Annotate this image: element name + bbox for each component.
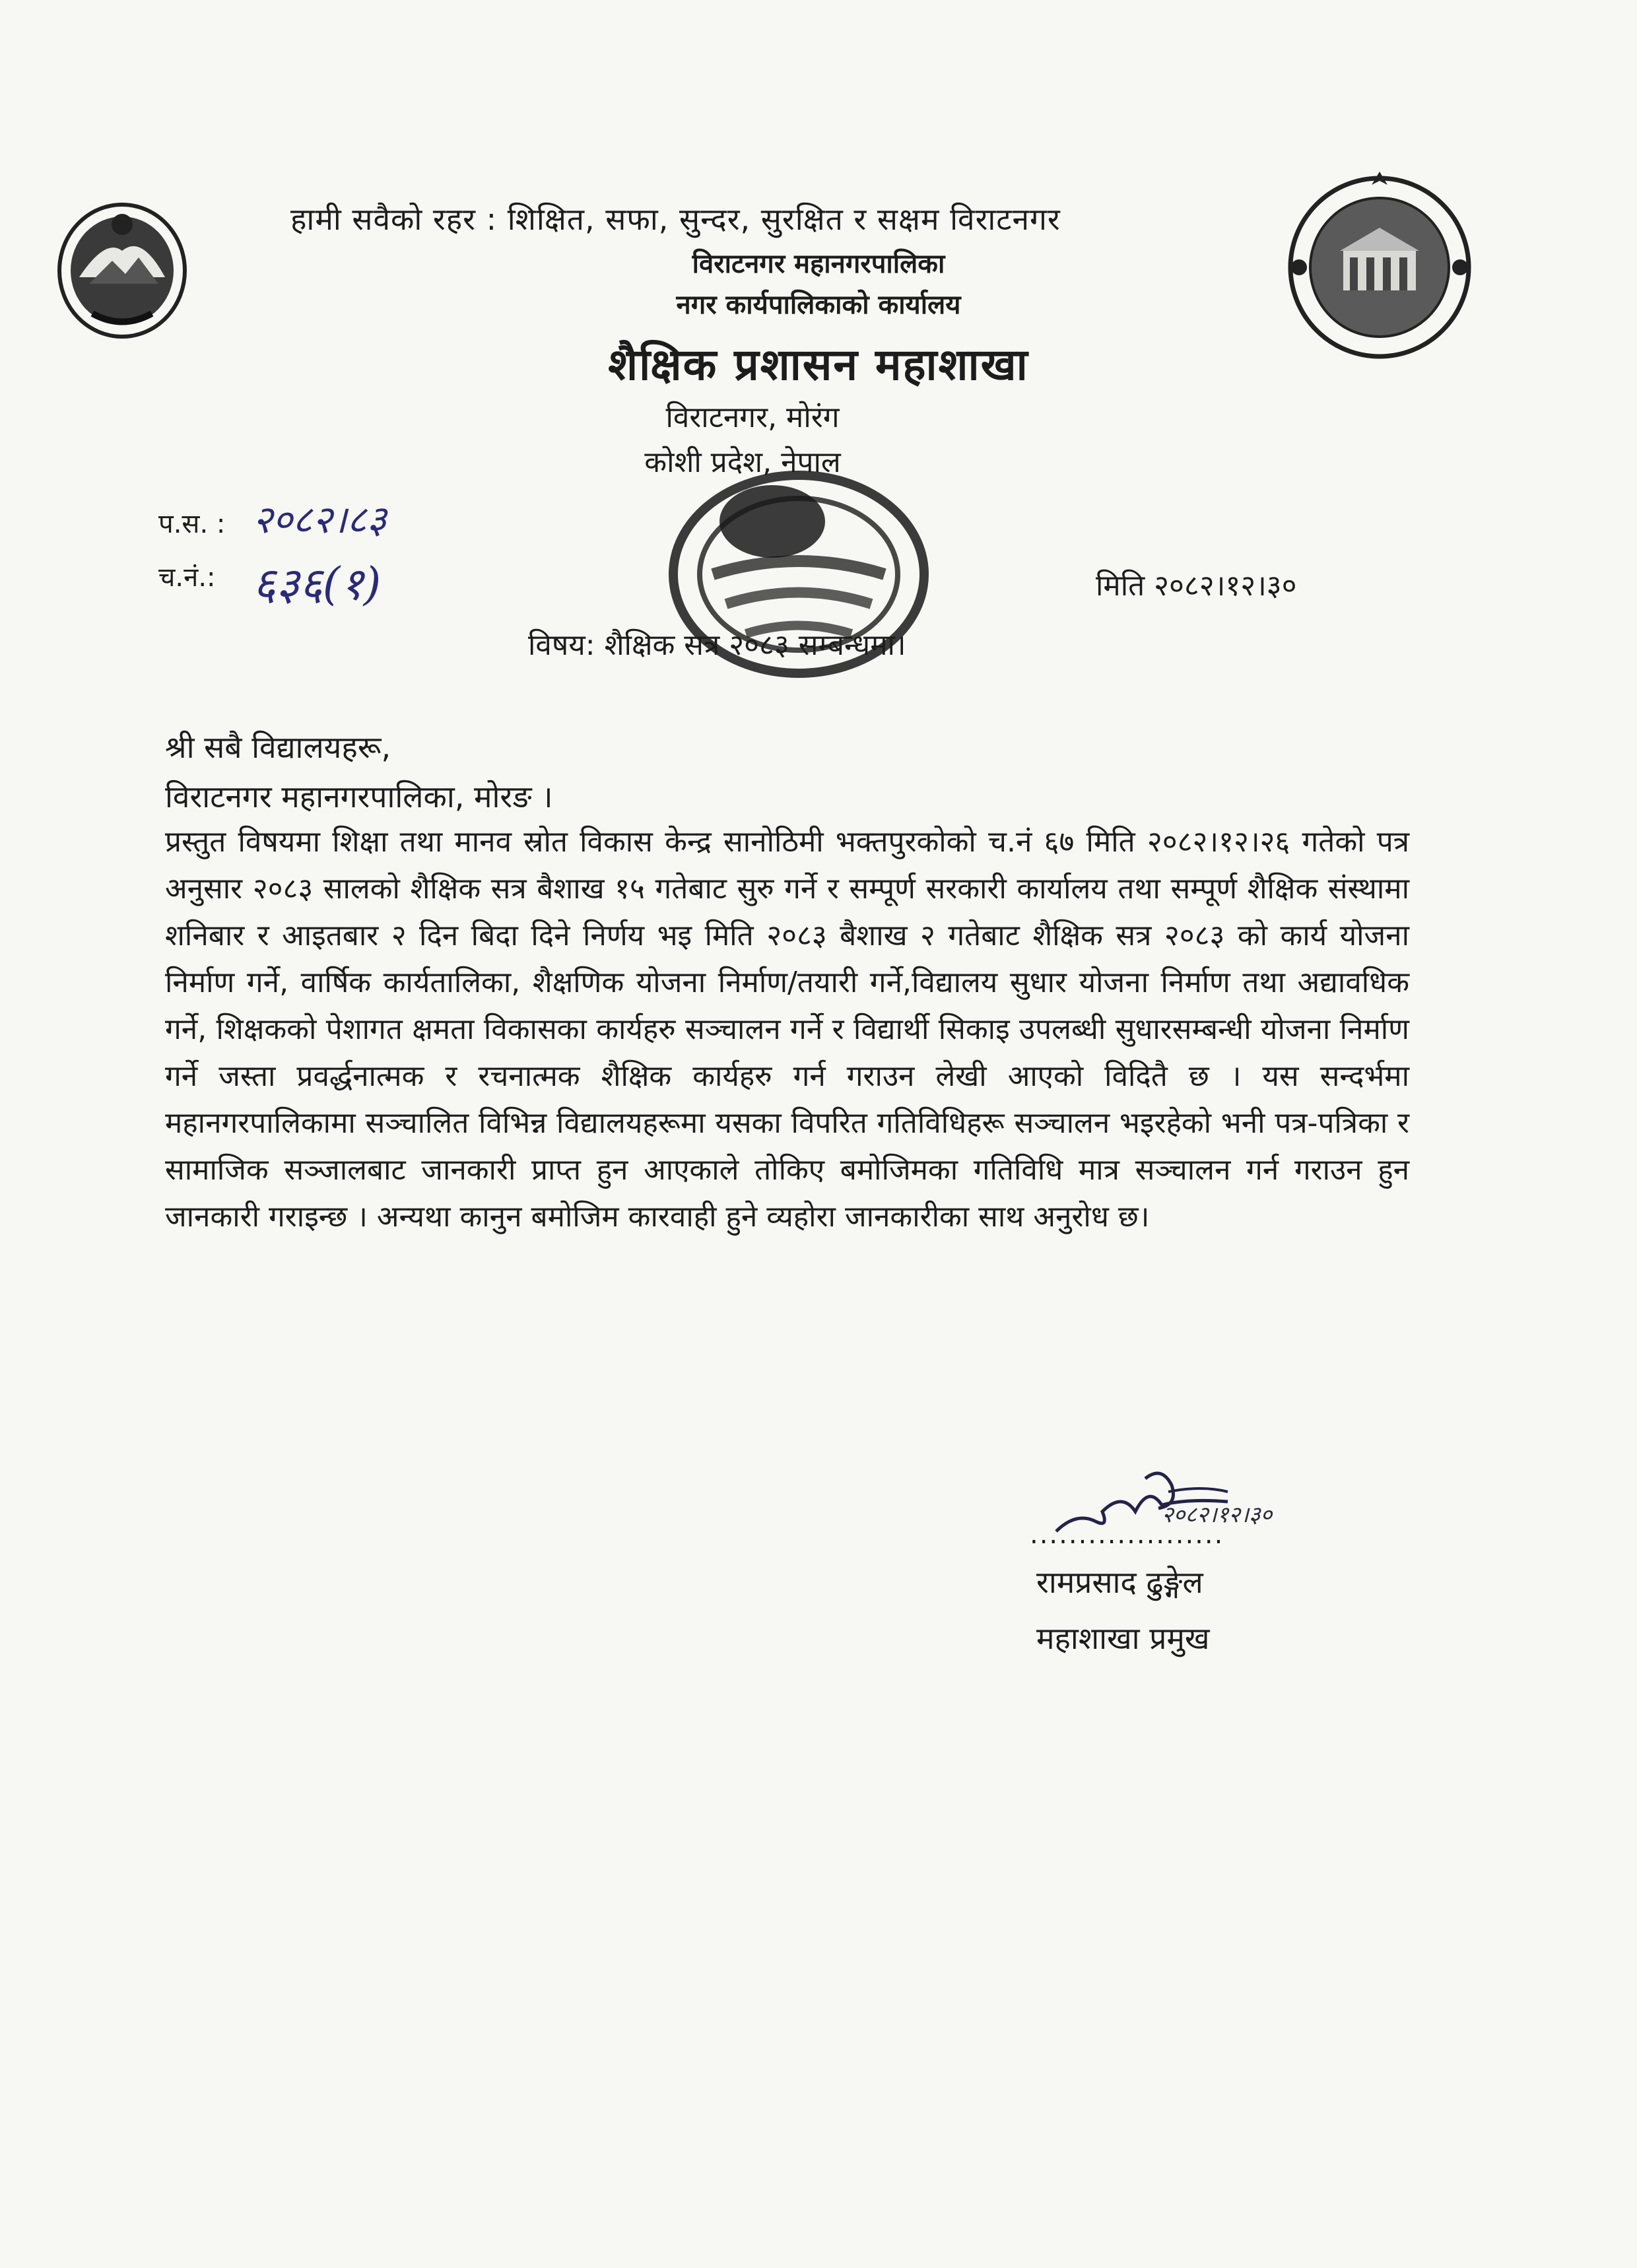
letter-subject: विषय: शैक्षिक सत्र २०८३ सम्बन्धमा। — [528, 628, 906, 662]
cn-value: ६३६(१) — [252, 558, 382, 611]
motto: हामी सवैको रहर : शिक्षित, सफा, सुन्दर, सुरक्षित र सक्षम विराटनगर — [290, 201, 1061, 237]
office-name: नगर कार्यपालिकाको कार्यालय — [676, 290, 961, 320]
recipient-line: श्री सबै विद्यालयहरू, — [165, 729, 391, 765]
signature-date: २०८२।१२।३० — [1162, 1502, 1273, 1528]
signatory-name: रामप्रसाद ढुङ्गेल — [1036, 1564, 1203, 1600]
department-title: शैक्षिक प्रशासन महाशाखा — [608, 339, 1029, 390]
address-province: कोशी प्रदेश, नेपाल — [644, 446, 841, 479]
reference-ps — [158, 492, 387, 544]
signatory-title: महाशाखा प्रमुख — [1036, 1620, 1210, 1656]
signature-line: .................... — [1030, 1519, 1224, 1550]
municipality-name: विराटनगर महानगरपालिका — [692, 249, 945, 279]
recipient-address: विराटनगर महानगरपालिका, मोरङ । — [165, 779, 553, 815]
address-city: विराटनगर, मोरंग — [665, 401, 840, 434]
reference-cn — [158, 538, 382, 611]
letter-body: प्रस्तुत विषयमा शिक्षा तथा मानव स्रोत विकास केन्द्र सानोठिमी भक्तपुरकोको च.नं ६७ मिति २०८२।१२।२६ गतेको पत्र अनुसार २०८३ सालको शैक्षिक सत्र बैशाख १५ गतेबाट सुरु गर्ने र सम्पूर्ण सरकारी कार्यालय तथा सम्पूर्ण शैक्षिक संस्थामा शनिबार र आइतबार २ दिन बिदा दिने निर्णय भइ मिति २०८३ बैशाख २ गतेबाट शैक्षिक सत्र २०८३ को कार्य योजना निर्माण गर्ने, वार्षिक कार्यतालिका, शैक्षणिक योजना निर्माण/तयारी गर्ने,विद्यालय सुधार योजना निर्माण तथा अद्यावधिक गर्ने, शिक्षकको पेशागत क्षमता विकासका कार्यहरु सञ्चालन गर्ने र विद्यार्थी सिकाइ उपलब्धी सुधारसम्बन्धी योजना निर्माण गर्ने जस्ता प्रवर्द्धनात्मक र रचनात्मक शैक्षिक कार्यहरु गर्न गराउन लेखी आएको विदितै छ । यस सन्दर्भमा महानगरपालिकामा सञ्चालित विभिन्न विद्यालयहरूमा यसका विपरित गतिविधिहरू सञ्चालन भइरहेको भनी पत्र-पत्रिका र सामाजिक सञ्जालबाट जानकारी प्राप्त हुन आएकाले तोकिए बमोजिमका गतिविधि मात्र सञ्चालन गर्न गराउन हुन जानकारी गराइन्छ । अन्यथा कानुन बमोजिम कारवाही हुने व्यहोरा जानकारीका साथ अनुरोध छ। — [165, 825, 1409, 1234]
cn-label: च.नं.: — [158, 562, 216, 593]
ps-value: २०८२।८३ — [252, 497, 387, 542]
ps-label: प.स. : — [158, 509, 226, 539]
letter-date: मिति २०८२।१२।३० — [1096, 569, 1297, 603]
